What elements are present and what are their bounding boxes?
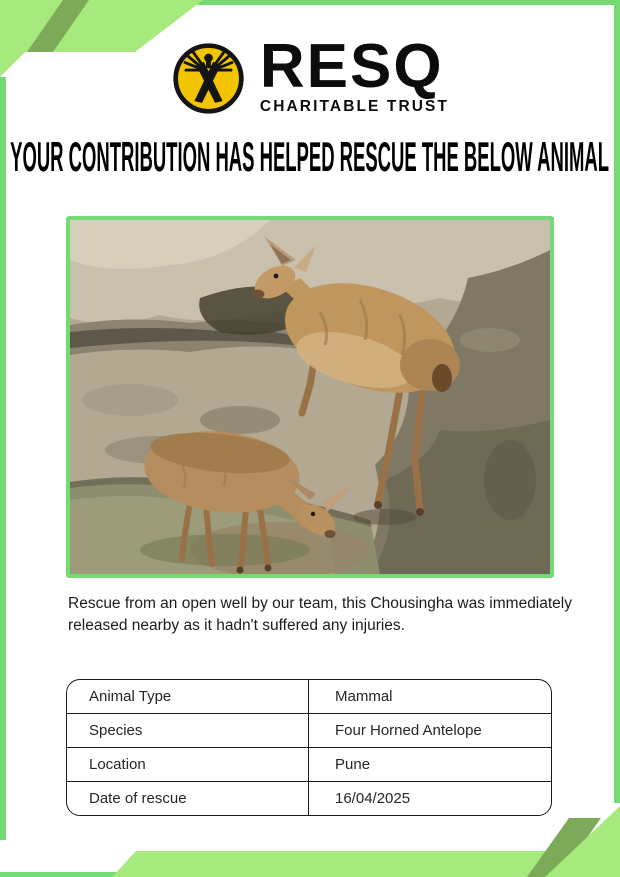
brand-name: RESQ (259, 32, 444, 101)
page-border-bottom (0, 872, 125, 877)
page-border-left (0, 77, 6, 840)
table-row (67, 747, 551, 781)
rescue-description-line2: released nearby as it hadn't suffered any injuries. (68, 616, 405, 634)
rescue-info-table (66, 679, 552, 816)
logo-text (259, 32, 450, 116)
table-row (67, 781, 551, 815)
rescue-description (68, 593, 572, 636)
table-row (67, 680, 551, 713)
row-value: Pune (335, 756, 371, 773)
brand-tagline: CHARITABLE TRUST (259, 98, 450, 116)
logo (0, 32, 620, 116)
corner-ribbon-bottom-right (545, 806, 620, 877)
page-border-top (186, 0, 620, 5)
headline: YOUR CONTRIBUTION HAS HELPED RESCUE THE BELOW ANIMAL (10, 133, 610, 180)
row-label: Species (67, 714, 309, 747)
resq-hands-icon (171, 41, 246, 116)
row-label: Location (67, 748, 309, 781)
row-value: Mammal (335, 688, 393, 705)
row-value: 16/04/2025 (335, 790, 411, 807)
rescue-photo-scene (70, 220, 550, 574)
bottom-band (112, 851, 620, 877)
row-label: Date of rescue (67, 782, 309, 815)
table-row (67, 713, 551, 747)
page-border-right (614, 0, 620, 803)
rescue-description-line1: Rescue from an open well by our team, this Chousingha was immediately (68, 595, 572, 612)
headline-row (0, 133, 620, 181)
diagonal-stripe-bottom-right (527, 818, 601, 877)
rescue-photo (66, 216, 554, 578)
row-value: Four Horned Antelope (335, 722, 482, 739)
row-label: Animal Type (67, 680, 309, 713)
